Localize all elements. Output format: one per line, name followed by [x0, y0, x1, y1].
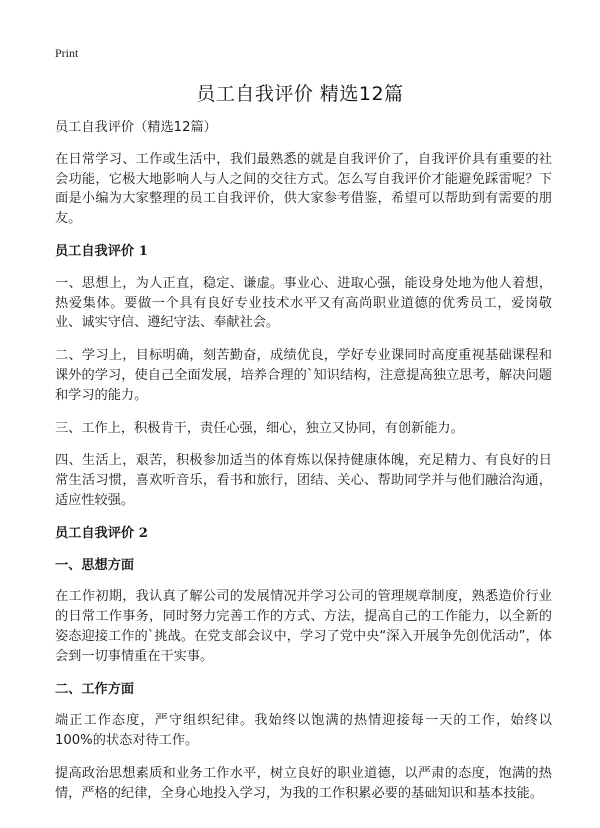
- paragraph: 在工作初期，我认真了解公司的发展情况并学习公司的管理规章制度，熟悉造价行业的日常工作事务，同时努力完善工作的方式、方法，提高自己的工作能力，以全新的姿态迎接工作的`挑战。在党支部会议中，学习了党中央“深入开展争先创优活动”，体会到一切事情重在干实事。: [55, 589, 552, 664]
- article-body: [55, 118, 552, 817]
- paragraph: 提高政治思想素质和业务工作水平，树立良好的职业道德，以严肃的态度，饱满的热情，严格的纪律，全身心地投入学习，为我的工作积累必要的基础知识和基本技能。: [55, 765, 552, 801]
- section-heading-2: 员工自我评价 2: [55, 525, 148, 541]
- page-title: 员工自我评价 精选12篇: [196, 83, 404, 105]
- paragraph: 端正工作态度，严守组织纪律。我始终以饱满的热情迎接每一天的工作，始终以100%的状态对待工作。: [55, 713, 552, 749]
- section-heading-1: 员工自我评价 1: [55, 243, 148, 259]
- subsection-heading-work: 二、工作方面: [55, 681, 135, 697]
- paragraph: 一、思想上，为人正直，稳定、谦虚。事业心、进取心强，能设身处地为他人着想，热爱集体。要做一个具有良好专业技术水平又有高尚职业道德的优秀员工，爱岗敬业、诚实守信、遵纪守法、奉献社会。: [55, 275, 552, 331]
- paragraph: 二、学习上，目标明确，刻苦勤奋，成绩优良，学好专业课同时高度重视基础课程和课外的学习，使自己全面发展，培养合理的`知识结构，注意提高独立思考，解决问题和学习的能力。: [55, 348, 552, 403]
- paragraph: 三、工作上，积极肯干，责任心强，细心，独立又协同，有创新能力。: [55, 420, 464, 436]
- article-subtitle: 员工自我评价（精选12篇）: [55, 120, 217, 135]
- intro-paragraph: 在日常学习、工作或生活中，我们最熟悉的就是自我评价了，自我评价具有重要的社会功能，它极大地影响人与人之间的交往方式。怎么写自我评价才能避免踩雷呢？下面是小编为大家整理的员工自我评价，供大家参考借鉴，希望可以帮助到有需要的朋友。: [55, 151, 552, 227]
- subsection-heading-thought: 一、思想方面: [55, 557, 135, 573]
- print-link[interactable]: Print: [55, 46, 79, 60]
- paragraph: 四、生活上，艰苦，积极参加适当的体育炼以保持健康体魄，充足精力、有良好的日常生活习惯，喜欢听音乐，看书和旅行，团结、关心、帮助同学并与他们融洽沟通，适应性较强。: [55, 453, 552, 508]
